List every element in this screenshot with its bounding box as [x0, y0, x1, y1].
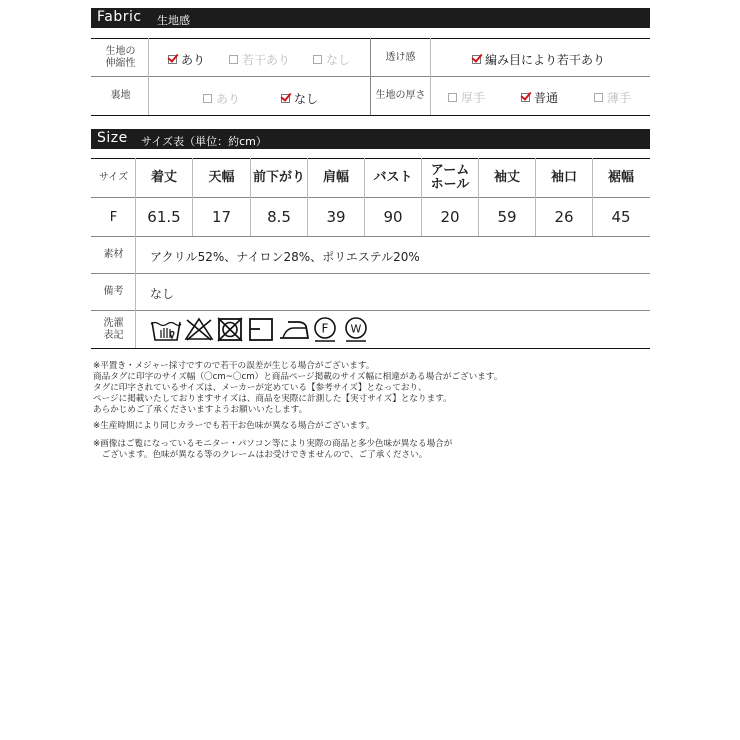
sheer-label: 透け感: [385, 52, 416, 63]
size-value-cell: F: [109, 209, 118, 225]
size-section-header: [91, 129, 650, 149]
size-value-cell: 61.5: [147, 208, 181, 226]
wet-clean-w-icon: [343, 316, 369, 342]
stretch-option-label: あり: [181, 53, 206, 67]
size-header-cell: 裾幅: [607, 170, 634, 185]
lining-option-label: なし: [294, 92, 319, 106]
dry-clean-f-icon: [312, 316, 338, 342]
fabric-table-bottom: [91, 115, 650, 116]
size-table-line: [91, 273, 650, 274]
fabric-divider: [430, 38, 431, 115]
checkbox-icon: [281, 94, 290, 103]
fabric-divider: [148, 38, 149, 115]
size-value-cell: 39: [326, 208, 346, 226]
size-value-cell: 45: [611, 208, 631, 226]
stretch-option[interactable]: [313, 51, 350, 68]
lining-option-label: あり: [216, 92, 241, 106]
size-header-cell: 前下がり: [252, 170, 305, 185]
thickness-option[interactable]: [521, 89, 558, 106]
line-dry-icon: [248, 316, 274, 342]
size-header-text: アームホール: [430, 163, 470, 192]
note-line: 商品タグに印字のサイズ幅（〇cm~〇cm）と商品ページ掲載のサイズ幅に相違がある場合がございます。: [93, 372, 503, 382]
size-header-cell: バスト: [373, 170, 413, 185]
checkbox-icon: [203, 94, 212, 103]
size-value-cell: 20: [440, 208, 460, 226]
checkbox-icon: [472, 55, 481, 64]
svg-text:W: W: [350, 322, 362, 336]
no-tumble-dry-icon: [216, 316, 244, 342]
checkbox-icon: [448, 93, 457, 102]
size-table-line: [91, 310, 650, 311]
checkbox-icon: [229, 55, 238, 64]
size-header-cell: 袖口: [550, 170, 577, 185]
size-header-cell: 袖丈: [493, 170, 520, 185]
fabric-section-header: [91, 8, 650, 28]
size-subtitle: サイズ表（単位：約cm）: [141, 135, 267, 148]
material-text: アクリル52%、ナイロン28%、ポリエステル20%: [150, 250, 420, 264]
note-line: ※平置き・メジャー採寸ですので若干の誤差が生じる場合がございます。: [93, 361, 375, 371]
hand-wash-icon: [150, 316, 182, 342]
note-line: タグに印字されているサイズは、メーカーが定めている【参考サイズ】となっており、: [93, 383, 427, 393]
iron-low-icon: [278, 316, 310, 342]
note-line: ※生産時期により同じカラーでも若干お色味が異なる場合がございます。: [93, 421, 375, 431]
lining-label: 裏地: [110, 90, 131, 101]
remarks-label: 備考: [103, 286, 124, 297]
note-line: ページに掲載いたしておりますサイズは、商品を実際に計測した【実寸サイズ】となります。: [93, 394, 452, 404]
material-label: 素材: [103, 249, 124, 260]
note-line: あらかじめご了承くださいますようお願いいたします。: [93, 405, 308, 415]
size-header-cell: サイズ: [98, 172, 129, 183]
lining-option[interactable]: [203, 90, 240, 107]
fabric-subtitle: 生地感: [157, 14, 190, 27]
remarks-text: なし: [150, 287, 175, 301]
size-title: Size: [97, 130, 128, 146]
note-line: ※画像はご覧になっているモニター・パソコン等により実際の商品と多少色味が異なる場合が: [93, 439, 453, 449]
stretch-label-text: 生地の伸縮性: [105, 46, 136, 69]
lining-option[interactable]: [281, 90, 318, 107]
stretch-option[interactable]: [229, 51, 290, 68]
size-value-cell: 26: [554, 208, 574, 226]
checkbox-icon: [594, 93, 603, 102]
size-header-cell: 着丈: [150, 170, 177, 185]
size-header-cell: [422, 159, 478, 197]
stretch-option-label: 若干あり: [242, 53, 291, 67]
svg-text:F: F: [321, 321, 329, 336]
thickness-option-label: 薄手: [607, 91, 632, 105]
thickness-option[interactable]: [448, 89, 485, 106]
sheer-option[interactable]: [472, 51, 605, 68]
thickness-option-label: 厚手: [461, 91, 486, 105]
checkbox-icon: [313, 55, 322, 64]
checkbox-icon: [168, 55, 177, 64]
stretch-option-label: なし: [326, 53, 351, 67]
size-value-cell: 17: [211, 208, 232, 226]
size-value-cell: 90: [383, 208, 403, 226]
care-label-text: 洗濯表記: [103, 317, 124, 341]
size-table-line: [91, 236, 650, 237]
size-header-cell: 肩幅: [322, 170, 349, 185]
thickness-option[interactable]: [594, 89, 631, 106]
fabric-title: Fabric: [97, 9, 142, 25]
no-bleach-icon: [184, 316, 214, 342]
sheer-option-label: 編み目により若干あり: [485, 53, 606, 67]
stretch-label: [93, 40, 148, 76]
thickness-label: 生地の厚さ: [375, 90, 426, 101]
care-label: [92, 311, 135, 348]
size-table-bottom: [91, 348, 650, 349]
note-line: ございます。色味が異なる等のクレームはお受けできませんので、ご了承ください。: [93, 450, 428, 460]
size-value-cell: 8.5: [267, 208, 291, 226]
size-header-cell: 天幅: [208, 170, 235, 185]
stretch-option[interactable]: [168, 51, 205, 68]
thickness-option-label: 普通: [534, 91, 559, 105]
size-value-cell: 59: [497, 208, 517, 226]
checkbox-icon: [521, 93, 530, 102]
